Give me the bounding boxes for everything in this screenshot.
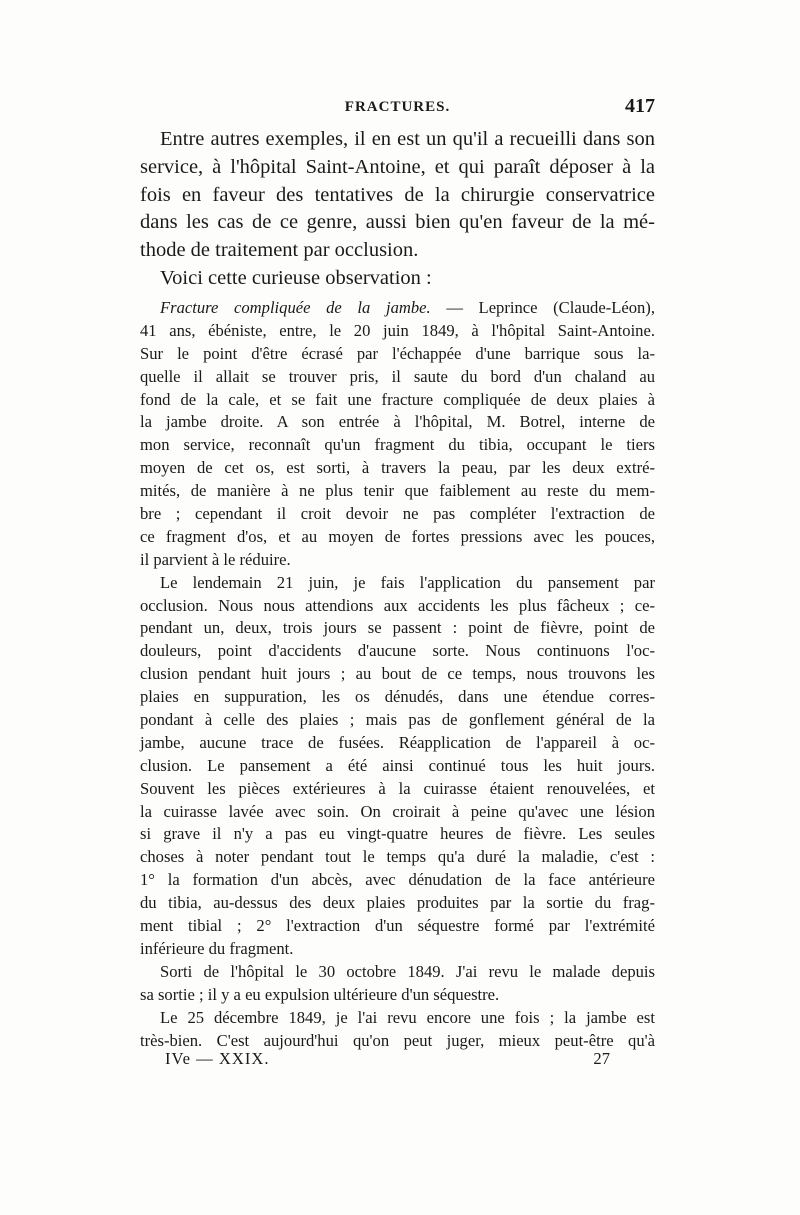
text-line: pondant à celle des plaies ; mais pas de gonflement général de la xyxy=(140,710,655,730)
text-line: si grave il n'y a pas eu vingt-quatre heures de fièvre. Les seules xyxy=(140,824,655,844)
text-line: quelle il allait se trouver pris, il saute du bord d'un chaland au xyxy=(140,366,655,386)
text-line: ce fragment d'os, et au moyen de fortes pressions avec les pouces, xyxy=(140,526,655,546)
text-line: mon service, reconnaît qu'un fragment du tibia, occupant le tiers xyxy=(140,435,655,455)
text-line: plaies en suppuration, les os dénudés, dans une étendue corres- xyxy=(140,687,655,707)
text-line: dans les cas de ce genre, aussi bien qu'en faveur de la mé- xyxy=(140,211,655,234)
text-line: jambe, aucune trace de fusées. Réapplication de l'appareil à oc- xyxy=(140,732,655,752)
text-line: très-bien. C'est aujourd'hui qu'on peut juger, mieux peut-être qu'à xyxy=(140,1030,655,1050)
text-line: Sorti de l'hôpital le 30 octobre 1849. J'ai revu le malade depuis xyxy=(160,961,655,981)
observation-first-line-rest: — Leprince (Claude-Léon), xyxy=(430,298,655,317)
text-line: 1° la formation d'un abcès, avec dénudation de la face antérieure xyxy=(140,870,655,890)
intro-paragraphs xyxy=(140,126,655,293)
running-title: FRACTURES. xyxy=(344,99,451,115)
text-line: Sur le point d'être écrasé par l'échappée d'une barrique sous la- xyxy=(140,343,655,363)
page-number: 417 xyxy=(625,95,655,117)
observation-first-line xyxy=(140,297,655,320)
text-line: occlusion. Nous nous attendions aux accidents les plus fâcheux ; ce- xyxy=(140,595,655,615)
page-footer xyxy=(140,1049,655,1073)
text-line: clusion. Le pansement a été ainsi continué tous les huit jours. xyxy=(140,755,655,775)
observation-block xyxy=(140,297,655,1052)
text-line: thode de traitement par occlusion. xyxy=(140,239,419,262)
text-line: pendant un, deux, trois jours se passent : point de fièvre, point de xyxy=(140,618,655,638)
text-line: moyen de cet os, est sorti, à travers la peau, par les deux extré- xyxy=(140,458,655,478)
text-line: clusion pendant huit jours ; au bout de ce temps, nous trouvons les xyxy=(140,664,655,684)
text-line: ment tibial ; 2° l'extraction d'un séquestre formé par l'extrémité xyxy=(140,916,655,936)
text-line: inférieure du fragment. xyxy=(140,938,294,958)
text-line: bre ; cependant il croit devoir ne pas compléter l'extraction de xyxy=(140,504,655,524)
text-line: choses à noter pendant tout le temps qu'a duré la maladie, c'est : xyxy=(140,847,655,867)
observation-heading: Fracture compliquée de la jambe. xyxy=(160,298,431,317)
text-line: douleurs, point d'accidents d'aucune sorte. Nous continuons l'oc- xyxy=(140,641,655,661)
text-line: la cuirasse lavée avec soin. On croirait à peine qu'avec une lésion xyxy=(140,801,655,821)
text-line: sa sortie ; il y a eu expulsion ultérieure d'un séquestre. xyxy=(140,984,500,1004)
text-line: la jambe droite. A son entrée à l'hôpital, M. Botrel, interne de xyxy=(140,412,655,432)
sheet-number: 27 xyxy=(593,1049,610,1068)
text-line: Voici cette curieuse observation : xyxy=(160,266,432,289)
text-line: Entre autres exemples, il en est un qu'il a recueilli dans son xyxy=(160,128,655,150)
page-header xyxy=(140,95,655,121)
text-line: service, à l'hôpital Saint-Antoine, et qui paraît déposer à la xyxy=(140,155,655,178)
text-line: 41 ans, ébéniste, entre, le 20 juin 1849, à l'hôpital Saint-Antoine. xyxy=(140,320,655,340)
text-line: du tibia, au-dessus des deux plaies produites par la sortie du frag- xyxy=(140,893,655,913)
text-line: Souvent les pièces extérieures à la cuirasse étaient renouvelées, et xyxy=(140,778,655,798)
signature-mark: IVe — XXIX. xyxy=(165,1049,270,1068)
text-line: mités, de manière à ne plus tenir que faiblement au reste du mem- xyxy=(140,481,655,501)
text-line: fois en faveur des tentatives de la chirurgie conservatrice xyxy=(140,183,655,206)
text-line: Le 25 décembre 1849, je l'ai revu encore une fois ; la jambe est xyxy=(160,1007,655,1027)
text-line: Le lendemain 21 juin, je fais l'application du pansement par xyxy=(160,572,655,592)
text-line: il parvient à le réduire. xyxy=(140,549,291,569)
text-line: fond de la cale, et se fait une fracture compliquée de deux plaies à xyxy=(140,389,655,409)
